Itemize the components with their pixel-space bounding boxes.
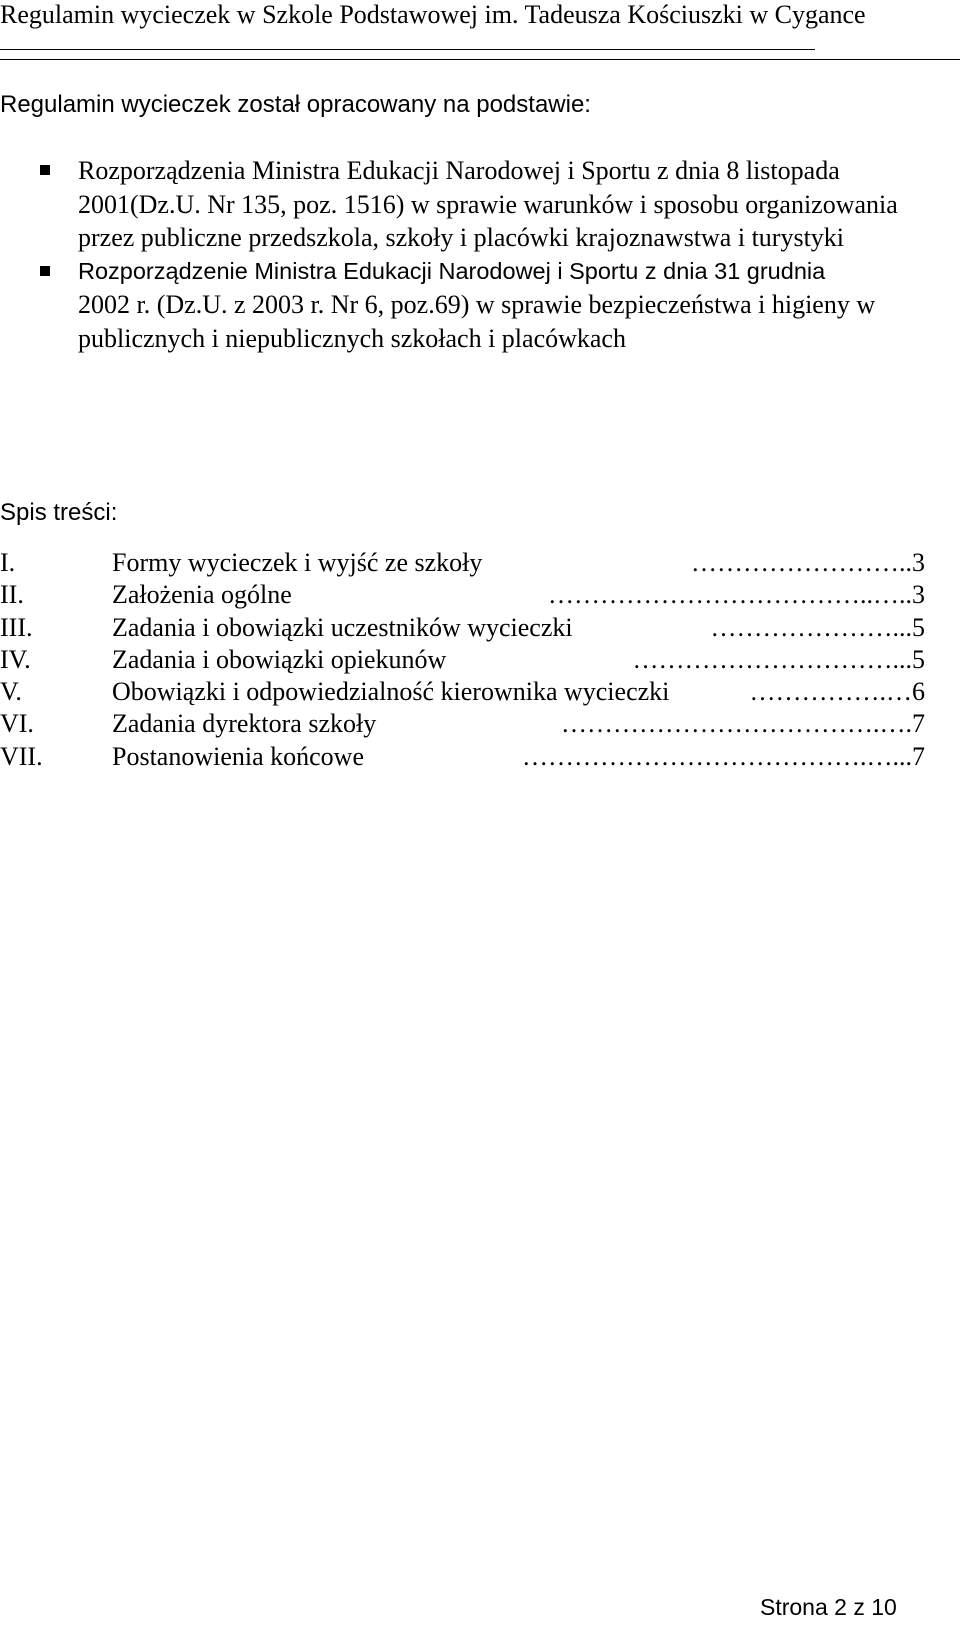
toc-entry-page: 5 xyxy=(912,644,925,674)
toc-entry xyxy=(0,676,925,708)
square-bullet-icon xyxy=(40,266,50,276)
toc-entry-label: Zadania i obowiązki uczestników wycieczki xyxy=(112,612,573,642)
toc-entry-leader: …………………………... xyxy=(632,644,912,674)
section-divider xyxy=(0,59,960,60)
toc-entry-page: 6 xyxy=(912,677,925,707)
header-rule xyxy=(0,49,815,50)
toc-entry-label: Postanowienia końcowe xyxy=(112,741,365,771)
legal-basis-text: Rozporządzenie Ministra Edukacji Narodowej i Sportu z dnia 31 grudnia xyxy=(78,257,826,284)
toc-entry-page: 3 xyxy=(912,548,925,577)
toc-entry-number: II. xyxy=(0,580,24,610)
toc-entry xyxy=(0,708,925,740)
toc-entry-leader: …………….… xyxy=(749,677,912,707)
toc-entry-number: I. xyxy=(0,548,16,577)
toc-entry-page: 7 xyxy=(912,709,925,739)
toc-entry-page: 5 xyxy=(912,612,925,642)
toc-title: Spis treści: xyxy=(0,499,118,526)
toc-entry-label: Zadania i obowiązki opiekunów xyxy=(112,644,447,674)
toc-entry-number: VI. xyxy=(0,709,34,739)
toc-entry-number: VII. xyxy=(0,741,43,771)
toc-entry xyxy=(0,547,925,579)
toc-entry-label: Formy wycieczek i wyjść ze szkoły xyxy=(112,548,483,577)
toc-entry-label: Obowiązki i odpowiedzialność kierownika wycieczki xyxy=(112,677,670,707)
toc-entry-leader: …………………... xyxy=(710,612,912,642)
toc-entry-leader: ……………………………….…. xyxy=(561,709,912,739)
legal-basis-list xyxy=(0,154,960,355)
table-of-contents xyxy=(0,547,925,773)
toc-entry-page: 7 xyxy=(912,741,925,771)
toc-entry xyxy=(0,579,925,611)
toc-entry xyxy=(0,741,925,773)
toc-entry-page: 3 xyxy=(912,580,925,610)
page-header: Regulamin wycieczek w Szkole Podstawowej im. Tadeusza Kościuszki w Cygance xyxy=(0,0,866,29)
toc-entry-leader: …………………….. xyxy=(691,548,912,577)
toc-entry-number: IV. xyxy=(0,644,31,674)
toc-entry-number: V. xyxy=(0,677,22,707)
toc-entry xyxy=(0,612,925,644)
toc-entry-leader: ………………………………….…... xyxy=(522,741,912,771)
toc-entry-label: Założenia ogólne xyxy=(112,580,292,610)
toc-entry-leader: ………………………………..….. xyxy=(548,580,912,610)
square-bullet-icon xyxy=(40,165,50,175)
legal-basis-item xyxy=(0,255,960,289)
legal-basis-item xyxy=(0,154,960,255)
legal-basis-text: 2002 r. (Dz.U. z 2003 r. Nr 6, poz.69) w sprawie bezpieczeństwa i higieny w publicznych i niepublicznych szkołach i placówkach xyxy=(78,290,876,353)
toc-entry-number: III. xyxy=(0,612,33,642)
legal-basis-text: Rozporządzenia Ministra Edukacji Narodowej i Sportu z dnia 8 listopada 2001(Dz.U. Nr 135, poz. 1516) w sprawie warunków i sposobu organizowania przez publiczne przedszkola, szkoły i placówki krajoznawstwa i turystyki xyxy=(78,156,898,252)
intro-text: Regulamin wycieczek został opracowany na podstawie: xyxy=(0,91,591,118)
toc-entry xyxy=(0,644,925,676)
page-number-footer: Strona 2 z 10 xyxy=(760,1594,897,1620)
legal-basis-item-continued xyxy=(0,288,960,355)
toc-entry-label: Zadania dyrektora szkoły xyxy=(112,709,377,739)
